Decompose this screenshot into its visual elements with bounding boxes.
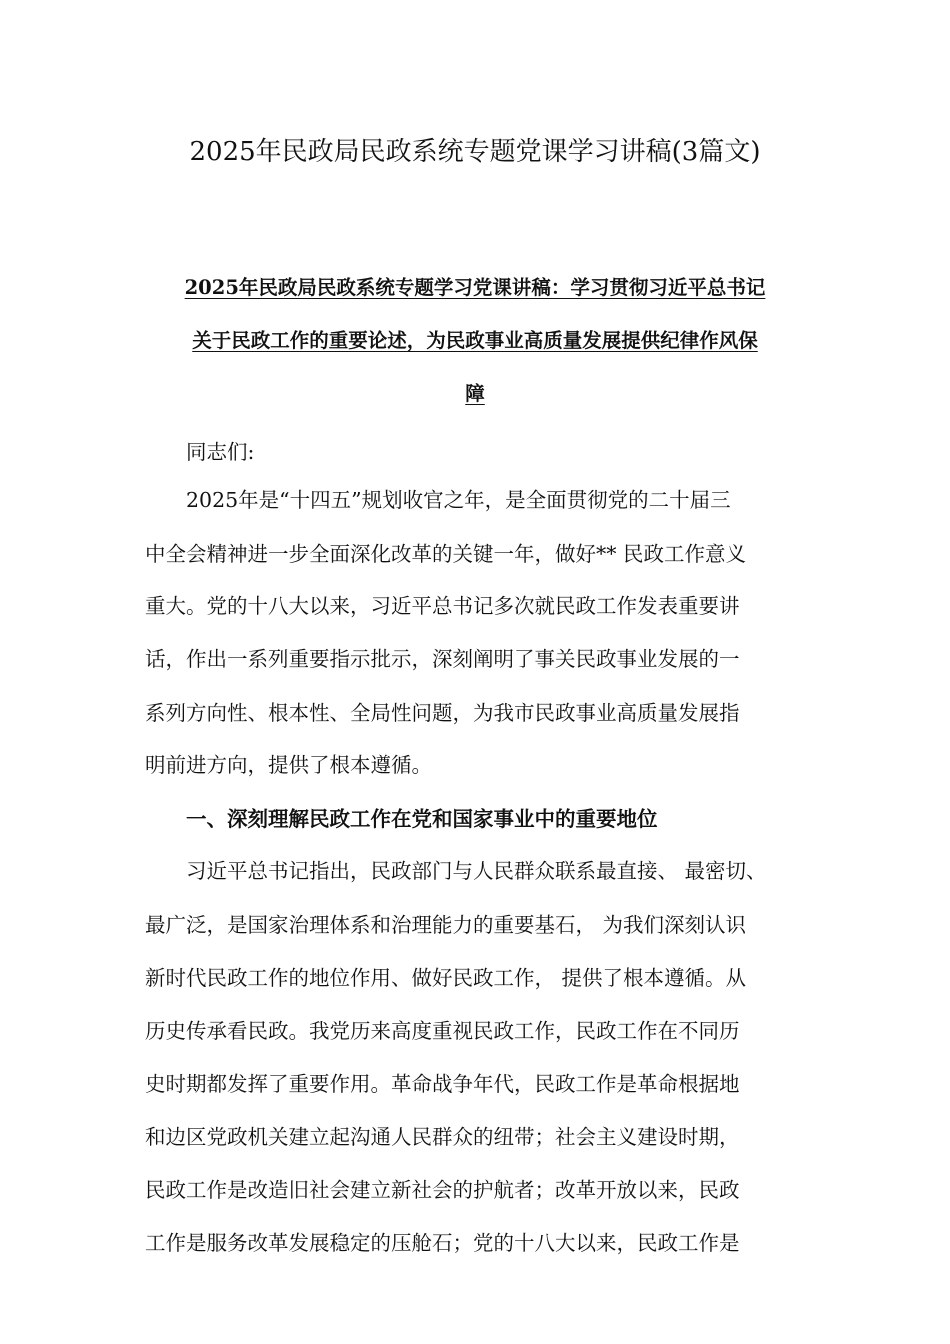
article-title-line: 障 (465, 382, 485, 405)
document-title: 2025年民政局民政系统专题党课学习讲稿(3篇文) (189, 137, 761, 167)
section-heading: 一、深刻理解民政工作在党和国家事业中的重要地位 (186, 807, 658, 831)
article-title-line: 2025年民政局民政系统专题学习党课讲稿：学习贯彻习近平总书记 (184, 276, 766, 299)
paragraph-line: 和边区党政机关建立起沟通人民群众的纽带；社会主义建设时期， (145, 1125, 740, 1149)
paragraph-line: 工作是服务改革发展稳定的压舱石；党的十八大以来，民政工作是 (145, 1231, 740, 1255)
article-title (130, 261, 820, 420)
paragraph-line: 话，作出一系列重要指示批示，深刻阐明了事关民政事业发展的一 (145, 647, 740, 671)
paragraph-line: 新时代民政工作的地位作用、做好民政工作， 提供了根本遵循。从 (145, 966, 747, 990)
article-title-line: 关于民政工作的重要论述，为民政事业高质量发展提供纪律作风保 (192, 329, 758, 352)
paragraph-line: 最广泛，是国家治理体系和治理能力的重要基石， 为我们深刻认识 (145, 913, 747, 937)
paragraph-line: 重大。党的十八大以来，习近平总书记多次就民政工作发表重要讲 (145, 594, 740, 618)
paragraph-line: 历史传承看民政。我党历来高度重视民政工作，民政工作在不同历 (145, 1019, 740, 1043)
greeting: 同志们: (186, 440, 255, 464)
paragraph-line: 习近平总书记指出，民政部门与人民群众联系最直接、 最密切、 (186, 859, 767, 883)
paragraph-line: 中全会精神进一步全面深化改革的关键一年，做好** 民政工作意义 (145, 542, 747, 566)
paragraph-line: 系列方向性、根本性、全局性问题，为我市民政事业高质量发展指 (145, 701, 740, 725)
paragraph-line: 2025年是“十四五”规划收官之年，是全面贯彻党的二十届三 (186, 488, 731, 512)
paragraph-line: 史时期都发挥了重要作用。革命战争年代，民政工作是革命根据地 (145, 1072, 740, 1096)
paragraph-line: 明前进方向，提供了根本遵循。 (145, 753, 432, 777)
paragraph-line: 民政工作是改造旧社会建立新社会的护航者；改革开放以来，民政 (145, 1178, 740, 1202)
